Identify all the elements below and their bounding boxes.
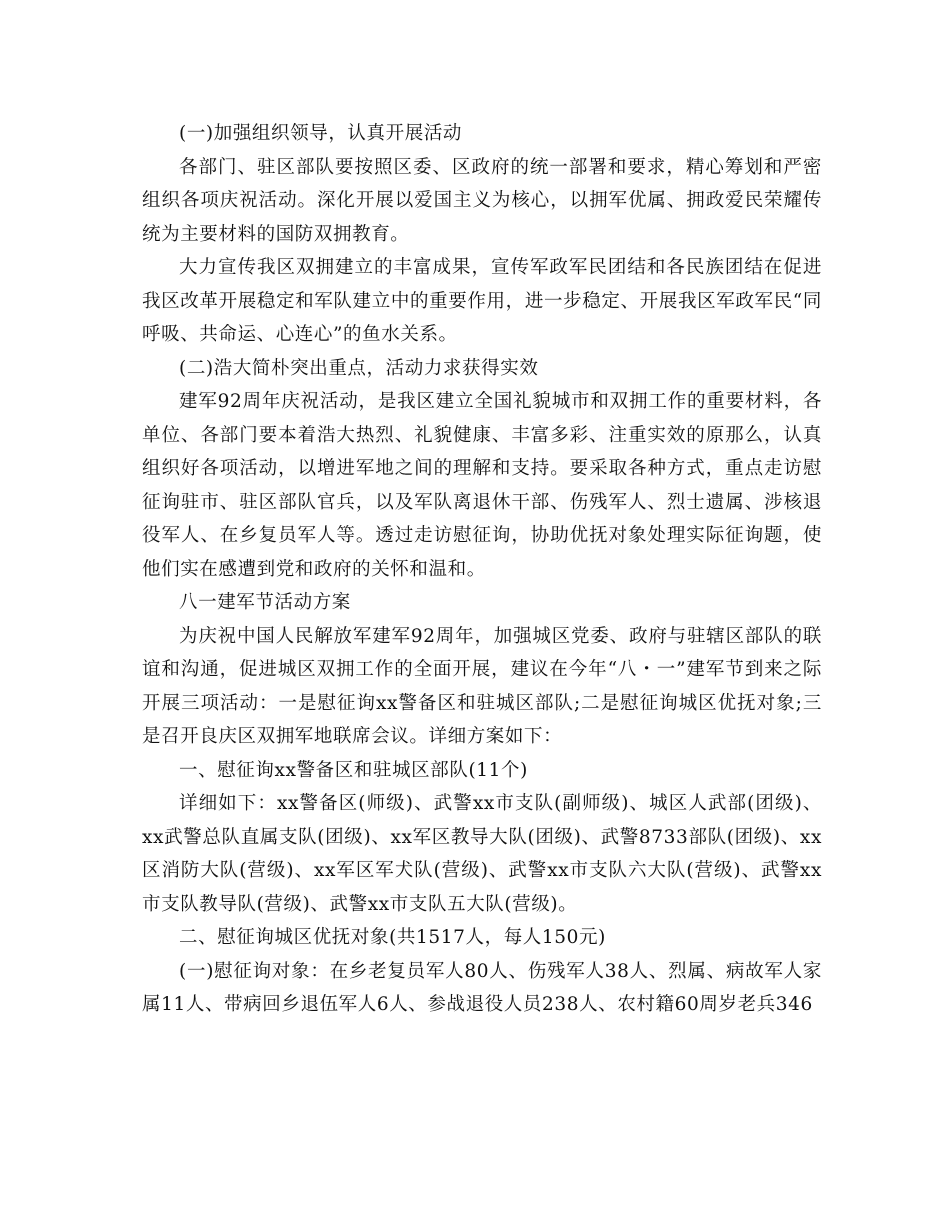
paragraph: 各部门、驻区部队要按照区委、区政府的统一部署和要求，精心筹划和严密组织各项庆祝活动。深化开展以爱国主义为核心，以拥军优属、拥政爱民荣耀传统为主要材料的国防双拥教育。	[142, 156, 822, 245]
section-heading-beneficiaries: 二、慰征询城区优抚对象(共1517人，每人150元)	[179, 927, 606, 948]
document-body	[142, 117, 822, 1022]
paragraph: 建军92周年庆祝活动，是我区建立全国礼貌城市和双拥工作的重要材料，各单位、各部门要本着浩大热烈、礼貌健康、丰富多彩、注重实效的原那么，认真组织好各项活动，以增进军地之间的理解和支持。要采取各种方式，重点走访慰征询驻市、驻区部队官兵，以及军队离退休干部、伤残军人、烈士遗属、涉核退役军人、在乡复员军人等。透过走访慰征询，协助优抚对象处理实际征询题，使他们实在感遭到党和政府的关怀和温和。	[142, 391, 822, 580]
paragraph: (一)慰征询对象：在乡老复员军人80人、伤残军人38人、烈属、病故军人家属11人、带病回乡退伍军人6人、参战退役人员238人、农村籍60周岁老兵346	[142, 960, 822, 1015]
paragraph: 详细如下：xx警备区(师级)、武警xx市支队(副师级)、城区人武部(团级)、xx武警总队直属支队(团级)、xx军区教导大队(团级)、武警8733部队(团级)、xx区消防大队(营级)、xx军区军犬队(营级)、武警xx市支队六大队(营级)、武警xx市支队教导队(营级)、武警xx市支队五大队(营级)。	[142, 793, 822, 915]
section-heading-troops: 一、慰征询xx警备区和驻城区部队(11个)	[179, 759, 528, 781]
section-heading-focus: (二)浩大简朴突出重点，活动力求获得实效	[179, 357, 539, 379]
paragraph: 为庆祝中国人民解放军建军92周年，加强城区党委、政府与驻辖区部队的联谊和沟通，促进城区双拥工作的全面开展，建议在今年“八・一”建军节到来之际开展三项活动：一是慰征询xx警备区和驻城区部队;二是慰征询城区优抚对象;三是召开良庆区双拥军地联席会议。详细方案如下：	[142, 625, 822, 747]
section-heading-organization: (一)加强组织领导，认真开展活动	[179, 123, 463, 144]
paragraph: 大力宣传我区双拥建立的丰富成果，宣传军政军民团结和各民族团结在促进我区改革开展稳定和军队建立中的重要作用，进一步稳定、开展我区军政军民“同呼吸、共命运、心连心”的鱼水关系。	[142, 257, 822, 345]
plan-title: 八一建军节活动方案	[179, 592, 351, 613]
